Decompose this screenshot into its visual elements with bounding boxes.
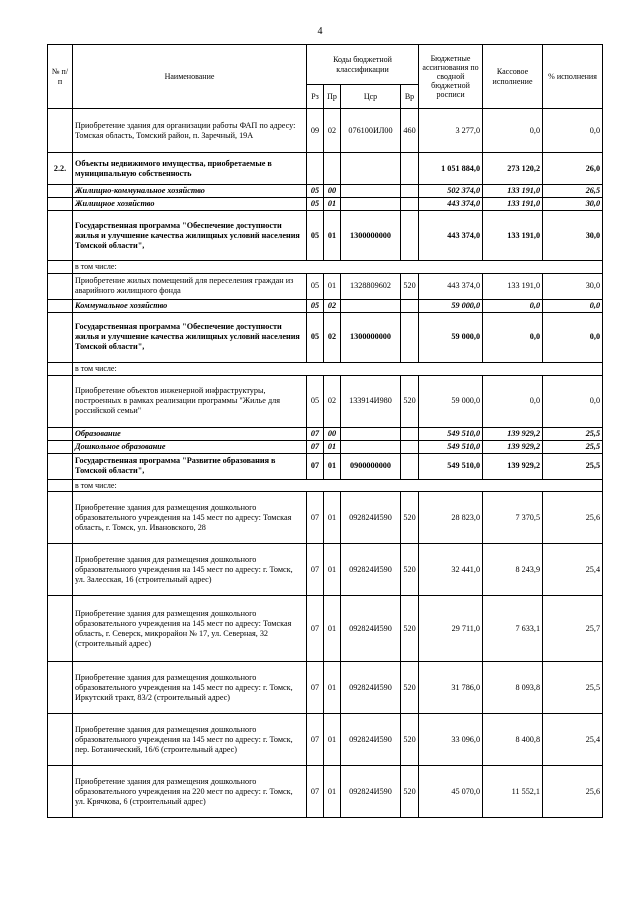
cell-rz: 09 bbox=[307, 109, 324, 153]
cell-percent: 26,0 bbox=[543, 153, 603, 185]
cell-name: Приобретение здания для размещения дошкольного образовательного учреждения на 145 мест по адресу: Томская область, г. Томск, ул. Ивановского, 28 bbox=[73, 492, 307, 544]
cell-cash-execution: 139 929,2 bbox=[483, 453, 543, 479]
table-row bbox=[48, 185, 603, 198]
cell-vr bbox=[401, 198, 419, 211]
cell-cash-execution: 139 929,2 bbox=[483, 440, 543, 453]
cell-cash-execution: 0,0 bbox=[483, 375, 543, 427]
cell-cash-execution: 0,0 bbox=[483, 109, 543, 153]
cell-percent: 25,6 bbox=[543, 766, 603, 818]
cell-num: 2.2. bbox=[48, 153, 73, 185]
cell-rz: 07 bbox=[307, 662, 324, 714]
cell-assignments: 33 096,0 bbox=[419, 714, 483, 766]
cell-num bbox=[48, 299, 73, 312]
header-percent: % исполнения bbox=[543, 45, 603, 109]
cell-csr: 1300000000 bbox=[341, 312, 401, 362]
cell-rz: 05 bbox=[307, 198, 324, 211]
cell-rz: 05 bbox=[307, 375, 324, 427]
cell-cash-execution: 8 400,8 bbox=[483, 714, 543, 766]
cell-pr: 02 bbox=[324, 299, 341, 312]
cell-assignments: 443 374,0 bbox=[419, 198, 483, 211]
cell-percent: 30,0 bbox=[543, 211, 603, 261]
cell-percent: 0,0 bbox=[543, 312, 603, 362]
cell-name: Приобретение здания для размещения дошкольного образовательного учреждения на 145 мест по адресу: г. Томск, Иркутский тракт, 83/2 (строительный адрес) bbox=[73, 662, 307, 714]
cell-rz: 07 bbox=[307, 714, 324, 766]
cell-empty bbox=[48, 362, 73, 375]
cell-including-note: в том числе: bbox=[73, 479, 603, 492]
cell-pr: 01 bbox=[324, 544, 341, 596]
cell-num bbox=[48, 273, 73, 299]
cell-csr bbox=[341, 427, 401, 440]
cell-name: Образование bbox=[73, 427, 307, 440]
cell-num bbox=[48, 375, 73, 427]
cell-csr: 1300000000 bbox=[341, 211, 401, 261]
cell-percent: 25,5 bbox=[543, 427, 603, 440]
cell-empty bbox=[48, 261, 73, 274]
cell-assignments: 28 823,0 bbox=[419, 492, 483, 544]
cell-pr: 02 bbox=[324, 375, 341, 427]
cell-vr: 520 bbox=[401, 766, 419, 818]
cell-name: Приобретение объектов инженерной инфраструктуры, построенных в рамках реализации программы "Жилье для российской семьи" bbox=[73, 375, 307, 427]
cell-vr bbox=[401, 185, 419, 198]
cell-num bbox=[48, 198, 73, 211]
cell-assignments: 32 441,0 bbox=[419, 544, 483, 596]
cell-rz: 07 bbox=[307, 544, 324, 596]
cell-percent: 30,0 bbox=[543, 198, 603, 211]
cell-assignments: 502 374,0 bbox=[419, 185, 483, 198]
cell-rz: 05 bbox=[307, 211, 324, 261]
cell-csr: 133914И980 bbox=[341, 375, 401, 427]
cell-csr bbox=[341, 299, 401, 312]
cell-num bbox=[48, 453, 73, 479]
header-assignments: Бюджетные ассигнования по сводной бюджетной росписи bbox=[419, 45, 483, 109]
cell-rz: 05 bbox=[307, 312, 324, 362]
cell-csr: 092824И590 bbox=[341, 492, 401, 544]
cell-name: Приобретение здания для организации работы ФАП по адресу: Томская область, Томский район, п. Заречный, 19А bbox=[73, 109, 307, 153]
cell-name: Объекты недвижимого имущества, приобретаемые в муниципальную собственность bbox=[73, 153, 307, 185]
cell-pr: 01 bbox=[324, 766, 341, 818]
cell-percent: 0,0 bbox=[543, 299, 603, 312]
cell-cash-execution: 133 191,0 bbox=[483, 273, 543, 299]
cell-vr bbox=[401, 299, 419, 312]
cell-assignments: 59 000,0 bbox=[419, 375, 483, 427]
cell-num bbox=[48, 440, 73, 453]
cell-cash-execution: 8 243,9 bbox=[483, 544, 543, 596]
page-number: 4 bbox=[317, 26, 323, 37]
cell-assignments: 443 374,0 bbox=[419, 273, 483, 299]
table-row bbox=[48, 299, 603, 312]
cell-vr bbox=[401, 153, 419, 185]
cell-including-note: в том числе: bbox=[73, 362, 603, 375]
cell-vr: 520 bbox=[401, 714, 419, 766]
table-row bbox=[48, 662, 603, 714]
table-row bbox=[48, 766, 603, 818]
cell-num bbox=[48, 596, 73, 662]
cell-csr: 092824И590 bbox=[341, 544, 401, 596]
table-row bbox=[48, 492, 603, 544]
cell-name: Коммунальное хозяйство bbox=[73, 299, 307, 312]
cell-vr: 520 bbox=[401, 375, 419, 427]
header-cash-execution: Кассовое исполнение bbox=[483, 45, 543, 109]
cell-rz bbox=[307, 153, 324, 185]
header-codes: Коды бюджетной классификации bbox=[307, 45, 419, 85]
cell-empty bbox=[48, 479, 73, 492]
cell-pr: 01 bbox=[324, 662, 341, 714]
table-row bbox=[48, 596, 603, 662]
cell-assignments: 3 277,0 bbox=[419, 109, 483, 153]
cell-pr: 01 bbox=[324, 596, 341, 662]
table-row bbox=[48, 198, 603, 211]
cell-assignments: 45 070,0 bbox=[419, 766, 483, 818]
cell-assignments: 31 786,0 bbox=[419, 662, 483, 714]
cell-name: Жилищное хозяйство bbox=[73, 198, 307, 211]
cell-vr: 520 bbox=[401, 492, 419, 544]
cell-name: Приобретение жилых помещений для переселения граждан из аварийного жилищного фонда bbox=[73, 273, 307, 299]
cell-cash-execution: 133 191,0 bbox=[483, 198, 543, 211]
cell-pr: 02 bbox=[324, 109, 341, 153]
cell-assignments: 29 711,0 bbox=[419, 596, 483, 662]
cell-percent: 25,6 bbox=[543, 492, 603, 544]
table-row bbox=[48, 273, 603, 299]
cell-num bbox=[48, 211, 73, 261]
cell-pr: 00 bbox=[324, 185, 341, 198]
cell-name: Государственная программа "Развитие образования в Томской области", bbox=[73, 453, 307, 479]
cell-rz: 07 bbox=[307, 427, 324, 440]
cell-pr bbox=[324, 153, 341, 185]
cell-vr: 520 bbox=[401, 544, 419, 596]
table-row bbox=[48, 453, 603, 479]
cell-assignments: 549 510,0 bbox=[419, 440, 483, 453]
table-row bbox=[48, 375, 603, 427]
header-name: Наименование bbox=[73, 45, 307, 109]
budget-table bbox=[47, 44, 603, 818]
cell-pr: 01 bbox=[324, 440, 341, 453]
cell-rz: 07 bbox=[307, 492, 324, 544]
cell-pr: 01 bbox=[324, 492, 341, 544]
cell-including-note: в том числе: bbox=[73, 261, 603, 274]
header-num: № п/п bbox=[48, 45, 73, 109]
cell-cash-execution: 11 552,1 bbox=[483, 766, 543, 818]
table-row bbox=[48, 211, 603, 261]
cell-rz: 05 bbox=[307, 273, 324, 299]
header-csr: Цср bbox=[341, 85, 401, 109]
cell-cash-execution: 7 633,1 bbox=[483, 596, 543, 662]
cell-num bbox=[48, 662, 73, 714]
header-rz: Рз bbox=[307, 85, 324, 109]
cell-vr: 520 bbox=[401, 596, 419, 662]
cell-name: Жилищно-коммунальное хозяйство bbox=[73, 185, 307, 198]
cell-rz: 07 bbox=[307, 596, 324, 662]
table-row bbox=[48, 427, 603, 440]
cell-cash-execution: 133 191,0 bbox=[483, 211, 543, 261]
cell-assignments: 549 510,0 bbox=[419, 427, 483, 440]
cell-percent: 25,4 bbox=[543, 714, 603, 766]
cell-pr: 01 bbox=[324, 273, 341, 299]
cell-vr: 520 bbox=[401, 273, 419, 299]
cell-name: Приобретение здания для размещения дошкольного образовательного учреждения на 145 мест по адресу: г. Томск, пер. Ботанический, 16/6 (строительный адрес) bbox=[73, 714, 307, 766]
cell-assignments: 549 510,0 bbox=[419, 453, 483, 479]
cell-rz: 07 bbox=[307, 440, 324, 453]
cell-percent: 26,5 bbox=[543, 185, 603, 198]
cell-vr bbox=[401, 453, 419, 479]
cell-rz: 07 bbox=[307, 766, 324, 818]
cell-num bbox=[48, 312, 73, 362]
cell-vr bbox=[401, 312, 419, 362]
cell-csr bbox=[341, 440, 401, 453]
cell-vr bbox=[401, 427, 419, 440]
cell-percent: 0,0 bbox=[543, 109, 603, 153]
table-row bbox=[48, 714, 603, 766]
cell-cash-execution: 0,0 bbox=[483, 312, 543, 362]
cell-pr: 00 bbox=[324, 427, 341, 440]
table-row bbox=[48, 312, 603, 362]
cell-name: Дошкольное образование bbox=[73, 440, 307, 453]
cell-vr bbox=[401, 440, 419, 453]
cell-pr: 01 bbox=[324, 198, 341, 211]
cell-num bbox=[48, 714, 73, 766]
cell-pr: 02 bbox=[324, 312, 341, 362]
cell-percent: 25,4 bbox=[543, 544, 603, 596]
table-row bbox=[48, 153, 603, 185]
cell-num bbox=[48, 544, 73, 596]
cell-num bbox=[48, 766, 73, 818]
cell-num bbox=[48, 427, 73, 440]
cell-cash-execution: 139 929,2 bbox=[483, 427, 543, 440]
cell-name: Государственная программа "Обеспечение доступности жилья и улучшение качества жилищных условий населения Томской области", bbox=[73, 312, 307, 362]
cell-num bbox=[48, 109, 73, 153]
cell-num bbox=[48, 185, 73, 198]
cell-pr: 01 bbox=[324, 211, 341, 261]
cell-csr: 092824И590 bbox=[341, 596, 401, 662]
cell-csr: 092824И590 bbox=[341, 662, 401, 714]
table-row bbox=[48, 109, 603, 153]
header-pr: Пр bbox=[324, 85, 341, 109]
cell-percent: 25,5 bbox=[543, 453, 603, 479]
table-body bbox=[48, 109, 603, 818]
cell-csr: 0900000000 bbox=[341, 453, 401, 479]
table-row bbox=[48, 544, 603, 596]
cell-percent: 0,0 bbox=[543, 375, 603, 427]
cell-percent: 25,5 bbox=[543, 440, 603, 453]
cell-cash-execution: 273 120,2 bbox=[483, 153, 543, 185]
cell-rz: 07 bbox=[307, 453, 324, 479]
table-row bbox=[48, 261, 603, 274]
cell-csr: 092824И590 bbox=[341, 714, 401, 766]
cell-percent: 25,5 bbox=[543, 662, 603, 714]
cell-vr: 520 bbox=[401, 662, 419, 714]
cell-assignments: 59 000,0 bbox=[419, 299, 483, 312]
cell-name: Государственная программа "Обеспечение доступности жилья и улучшение качества жилищных условий населения Томской области", bbox=[73, 211, 307, 261]
cell-cash-execution: 133 191,0 bbox=[483, 185, 543, 198]
cell-csr bbox=[341, 198, 401, 211]
cell-cash-execution: 7 370,5 bbox=[483, 492, 543, 544]
cell-csr bbox=[341, 153, 401, 185]
cell-vr: 460 bbox=[401, 109, 419, 153]
cell-pr: 01 bbox=[324, 453, 341, 479]
cell-csr: 092824И590 bbox=[341, 766, 401, 818]
cell-assignments: 1 051 884,0 bbox=[419, 153, 483, 185]
cell-rz: 05 bbox=[307, 299, 324, 312]
table-row bbox=[48, 362, 603, 375]
cell-csr: 1328809602 bbox=[341, 273, 401, 299]
table-row bbox=[48, 479, 603, 492]
cell-cash-execution: 0,0 bbox=[483, 299, 543, 312]
cell-csr bbox=[341, 185, 401, 198]
cell-rz: 05 bbox=[307, 185, 324, 198]
cell-name: Приобретение здания для размещения дошкольного образовательного учреждения на 145 мест по адресу: Томская область, г. Северск, микрорайон № 17, ул. Северная, 32 (строительный адрес) bbox=[73, 596, 307, 662]
cell-cash-execution: 8 093,8 bbox=[483, 662, 543, 714]
cell-percent: 30,0 bbox=[543, 273, 603, 299]
cell-name: Приобретение здания для размещения дошкольного образовательного учреждения на 145 мест по адресу: г. Томск, ул. Залесская, 16 (строительный адрес) bbox=[73, 544, 307, 596]
cell-csr: 076100ИЛ00 bbox=[341, 109, 401, 153]
cell-assignments: 59 000,0 bbox=[419, 312, 483, 362]
cell-name: Приобретение здания для размещения дошкольного образовательного учреждения на 220 мест по адресу: г. Томск, ул. Крячкова, 6 (строительный адрес) bbox=[73, 766, 307, 818]
cell-percent: 25,7 bbox=[543, 596, 603, 662]
header-vr: Вр bbox=[401, 85, 419, 109]
cell-pr: 01 bbox=[324, 714, 341, 766]
table-row bbox=[48, 440, 603, 453]
cell-num bbox=[48, 492, 73, 544]
cell-vr bbox=[401, 211, 419, 261]
cell-assignments: 443 374,0 bbox=[419, 211, 483, 261]
